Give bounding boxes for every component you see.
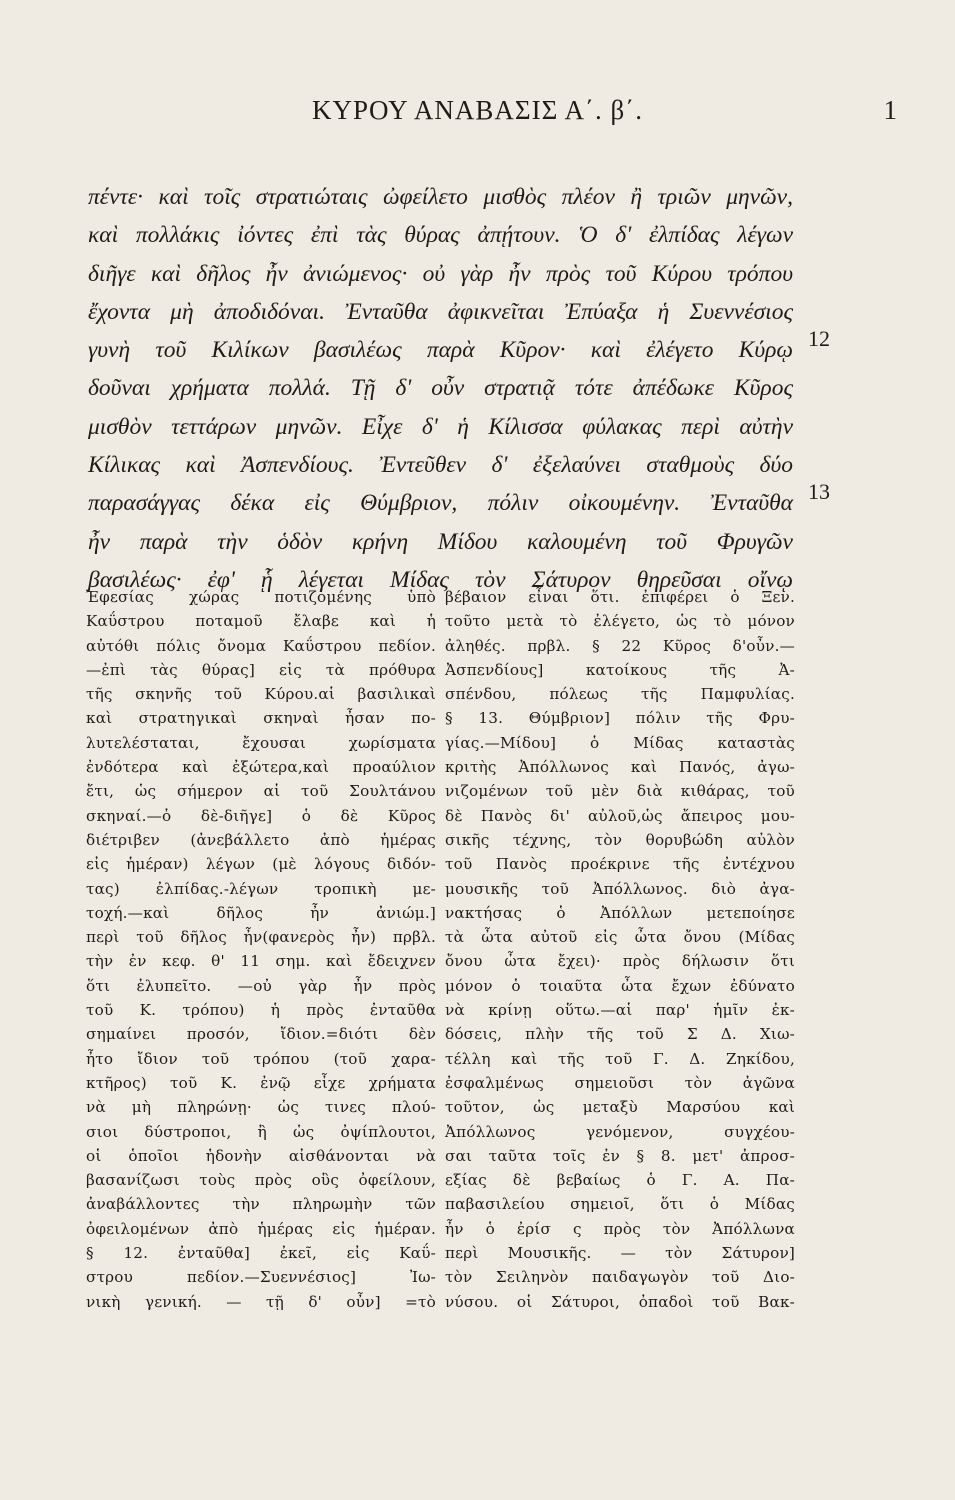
commentary-line: μόνον ὁ τοιαῦτα ὦτα ἔχων ἐδύνατο	[445, 976, 795, 995]
commentary-line: σημαίνει προσόν, ἴδιον.=διότι δὲν	[86, 1025, 436, 1044]
commentary-line: μουσικῆς τοῦ Ἀπόλλωνος. διὸ ἀγα-	[445, 879, 795, 898]
commentary-line: νὰ μὴ πληρώνῃ· ὡς τινες πλού-	[86, 1098, 436, 1117]
commentary-line: κτῆρος) τοῦ Κ. ἐνῷ εἶχε χρήματα	[86, 1073, 436, 1092]
main-line: παρασάγγας δέκα εἰς Θύμβριον, πόλιν οἰκουμένην. Ἐνταῦθα	[88, 490, 793, 517]
commentary-line: νικὴ γενική. — τῇ δ' οὖν] =τὸ	[86, 1292, 436, 1311]
commentary-line: τοῦτον, ὡς μεταξὺ Μαρσύου καὶ	[445, 1098, 795, 1117]
commentary-line: τας) ἐλπίδας.-λέγων τροπικὴ με-	[86, 879, 436, 898]
commentary-line: Ἐφεσίας χώρας ποτιζομένης ὑπὸ	[86, 588, 436, 606]
main-line: πέντε· καὶ τοῖς στρατιώταις ὠφείλετο μισθὸς πλέον ἢ τριῶν μηνῶν,	[88, 184, 793, 210]
commentary-line: ἐσφαλμένως σημειοῦσι τὸν ἀγῶνα	[445, 1073, 795, 1092]
commentary-line: τοῦ Πανὸς προέκρινε τῆς ἐντέχνου	[445, 855, 795, 874]
commentary-line: παβασιλείου σημειοῖ, ὅτι ὁ Μίδας	[445, 1195, 795, 1214]
commentary-line: δόσεις, πλὴν τῆς τοῦ Σ Δ. Χιω-	[445, 1025, 795, 1044]
margin-section-number: 13	[808, 479, 830, 504]
commentary-line: εξίας δὲ βεβαίως ὁ Γ. Α. Πα-	[445, 1171, 795, 1190]
commentary-line: τῆς σκηνῆς τοῦ Κύρου.αἱ βασιλικαὶ	[86, 685, 436, 704]
commentary-line: σιοι δύστροποι, ἢ ὡς ὀψίπλουτοι,	[86, 1122, 436, 1141]
page-header	[0, 95, 955, 135]
commentary-line: ἔτι, ὡς σήμερον αἱ τοῦ Σουλτάνου	[86, 782, 436, 801]
commentary-line: καὶ στρατηγικαὶ σκηναὶ ἦσαν πο-	[86, 709, 436, 728]
commentary-line: Ἀσπενδίους] κατοίκους τῆς Ἀ-	[445, 660, 795, 679]
commentary-line: αὐτόθι πόλις ὄνομα Καΰστρου πεδίον.	[86, 636, 436, 655]
commentary-line: τὰ ὦτα αὐτοῦ εἰς ὦτα ὄνου (Μίδας	[445, 928, 795, 947]
commentary-line: ὅτι ἐλυπεῖτο. —οὐ γὰρ ἦν πρὸς	[86, 976, 436, 995]
commentary-line: νύσου. οἱ Σάτυροι, ὀπαδοὶ τοῦ Βακ-	[445, 1292, 795, 1311]
main-line: γυνὴ τοῦ Κιλίκων βασιλέως παρὰ Κῦρον· καὶ ἐλέγετο Κύρῳ	[88, 337, 793, 364]
commentary-line: περὶ Μουσικῆς. — τὸν Σάτυρον]	[445, 1244, 795, 1263]
commentary-line: ἐνδότερα καὶ ἐξώτερα,καὶ προαύλιον	[86, 758, 436, 777]
commentary-line: γίας.—Μίδου] ὁ Μίδας καταστὰς	[445, 733, 795, 752]
commentary-line: § 13. Θύμβριον] πόλιν τῆς Φρυ-	[445, 709, 795, 728]
commentary-line: Ἀπόλλωνος γενόμενον, συγχέου-	[445, 1122, 795, 1141]
main-line: καὶ πολλάκις ἰόντες ἐπὶ τὰς θύρας ἀπῄτουν. Ὁ δ' ἐλπίδας λέγων	[88, 222, 793, 249]
commentary-line: βέβαιον εἶναι ὅτι. ἐπιφέρει ὁ Ξεν.	[445, 588, 795, 606]
commentary-line: τέλλη καὶ τῆς τοῦ Γ. Δ. Ζηκίδου,	[445, 1049, 795, 1068]
commentary-line: Καΰστρου ποταμοῦ ἔλαβε καὶ ἡ	[86, 612, 436, 631]
commentary-line: τὸν Σειληνὸν παιδαγωγὸν τοῦ Διο-	[445, 1268, 795, 1287]
running-head: ΚΥΡΟΥ ΑΝΑΒΑΣΙΣ Α΄. β΄.	[311, 95, 644, 125]
commentary-line: σκηναί.—ὁ δὲ-διῆγε] ὁ δὲ Κῦρος	[86, 806, 436, 825]
commentary-line: —ἐπὶ τὰς θύρας] εἰς τὰ πρόθυρα	[86, 660, 436, 679]
commentary-line: δὲ Πανὸς δι' αὐλοῦ,ὡς ἄπειρος μου-	[445, 806, 795, 825]
main-line: Κίλικας καὶ Ἀσπενδίους. Ἐντεῦθεν δ' ἐξελαύνει σταθμοὺς δύο	[88, 452, 793, 479]
commentary-line: ἦν ὁ ἐρίσ ς πρὸς τὸν Ἀπόλλωνα	[445, 1219, 795, 1238]
commentary-right-column	[445, 585, 795, 1314]
commentary-line: στρου πεδίον.—Συεννέσιος] Ἰω-	[86, 1268, 436, 1287]
commentary-line: νακτήσας ὁ Ἀπόλλων μετεποίησε	[445, 903, 795, 922]
commentary-line: σαι ταῦτα τοῖς ἐν § 8. μετ' ἀπροσ-	[445, 1146, 795, 1165]
commentary-line: ἦτο ἴδιον τοῦ τρόπου (τοῦ χαρα-	[86, 1049, 436, 1068]
margin-section-number: 12	[808, 326, 830, 351]
commentary-line: σικῆς τέχνης, τὸν θορυβώδη αὐλὸν	[445, 830, 795, 849]
commentary-line: τοῦτο μετὰ τὸ ἐλέγετο, ὡς τὸ μόνον	[445, 612, 795, 631]
commentary-line: ὀφειλομένων ἀπὸ ἡμέρας εἰς ἡμέραν.	[86, 1219, 436, 1238]
main-line: βασιλέως· ἐφ' ᾗ λέγεται Μίδας τὸν Σάτυρον θηρεῦσαι οἴνῳ	[88, 566, 793, 593]
commentary-line: νιζομένων τοῦ μὲν διὰ κιθάρας, τοῦ	[445, 782, 795, 801]
main-line: ἦν παρὰ τὴν ὁδὸν κρήνη Μίδου καλουμένη τοῦ Φρυγῶν	[88, 528, 793, 555]
commentary-line: ἀναβάλλοντες τὴν πληρωμὴν τῶν	[86, 1195, 436, 1214]
main-text	[88, 178, 793, 599]
commentary-line: ἀληθές. πρβλ. § 22 Κῦρος δ'οὖν.—	[445, 636, 795, 655]
main-line: διῆγε καὶ δῆλος ἦν ἀνιώμενος· οὐ γὰρ ἦν πρὸς τοῦ Κύρου τρόπου	[88, 260, 793, 287]
commentary-line: ὄνου ὦτα ἔχει)· πρὸς δήλωσιν ὅτι	[445, 952, 795, 971]
commentary-line: εἰς ἡμέραν) λέγων (μὲ λόγους διδόν-	[86, 855, 436, 874]
commentary-line: περὶ τοῦ δῆλος ἦν(φανερὸς ἦν) πρβλ.	[86, 928, 436, 947]
commentary-left-column	[86, 585, 436, 1314]
commentary-line: τοχή.—καὶ δῆλος ἦν ἀνιώμ.]	[86, 903, 436, 922]
commentary-line: τὴν ἐν κεφ. θ' 11 σημ. καὶ ἔδειχνεν	[86, 952, 436, 971]
commentary-line: τοῦ Κ. τρόπου) ἡ πρὸς ἐνταῦθα	[86, 1001, 436, 1020]
commentary-line: κριτὴς Ἀπόλλωνος καὶ Πανός, ἀγω-	[445, 758, 795, 777]
commentary-line: λυτελέσταται, ἔχουσαι χωρίσματα	[86, 733, 436, 752]
main-line: μισθὸν τεττάρων μηνῶν. Εἶχε δ' ἡ Κίλισσα φύλακας περὶ αὐτὴν	[88, 413, 793, 440]
main-line: ἔχοντα μὴ ἀποδιδόναι. Ἐνταῦθα ἀφικνεῖται Ἐπύαξα ἡ Συεννέσιος	[88, 298, 793, 325]
commentary-line: διέτριβεν (ἀνεβάλλετο ἀπὸ ἡμέρας	[86, 830, 436, 849]
commentary-line: οἱ ὁποῖοι ἡδονὴν αἰσθάνονται νὰ	[86, 1146, 436, 1165]
commentary-line: νὰ κρίνῃ οὕτω.—αἱ παρ' ἡμῖν ἐκ-	[445, 1001, 795, 1020]
commentary-line: § 12. ἐνταῦθα] ἐκεῖ, εἰς Καΰ-	[86, 1244, 436, 1263]
commentary-line: βασανίζωσι τοὺς πρὸς οὓς ὀφείλουν,	[86, 1171, 436, 1190]
page-number: 1	[883, 95, 897, 125]
commentary-line: σπένδου, πόλεως τῆς Παμφυλίας.	[445, 685, 795, 704]
main-line: δοῦναι χρήματα πολλά. Τῇ δ' οὖν στρατιᾷ τότε ἀπέδωκε Κῦρος	[88, 375, 793, 402]
